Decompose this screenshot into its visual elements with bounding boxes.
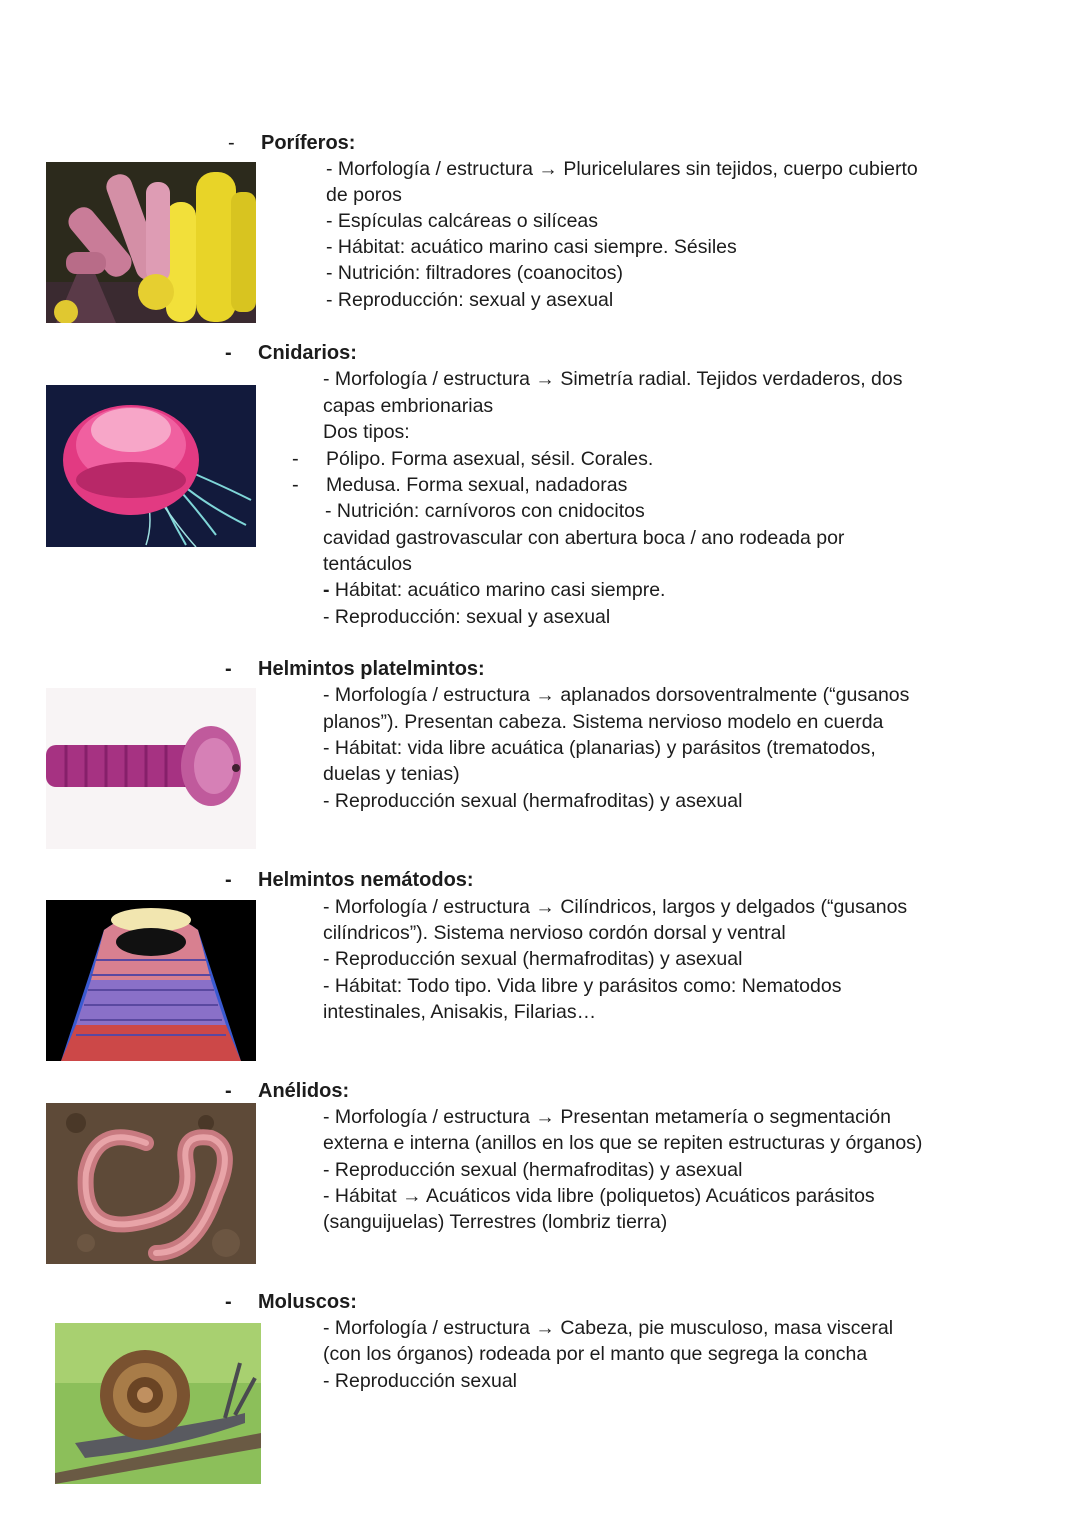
nematodos-line-5: intestinales, Anisakis, Filarias…: [323, 1001, 597, 1023]
cnidarios-line-9: [323, 577, 665, 603]
cnidarios-line-7: cavidad gastrovascular con abertura boca / ano rodeada por: [323, 527, 845, 549]
cnidarios-line-8: tentáculos: [323, 553, 412, 575]
cnidarios-line-5: Medusa. Forma sexual, nadadoras: [326, 474, 628, 496]
bullet-dash: -: [225, 869, 232, 891]
bullet-dash: -: [225, 658, 232, 680]
earthworm-photo: [46, 1103, 256, 1264]
bullet-dash: -: [225, 1291, 232, 1313]
section-title-cnidarios: Cnidarios:: [258, 342, 357, 364]
nematodos-line-1: - Morfología / estructura → Cilíndricos, largos y delgados (“gusanos: [323, 896, 908, 918]
section-title-poriferos: Poríferos:: [261, 132, 356, 154]
cnidarios-line-2: capas embrionarias: [323, 395, 494, 417]
jellyfish-photo: [46, 385, 256, 547]
section-title-anelidos: Anélidos:: [258, 1080, 350, 1102]
section-title-platelmintos: Helmintos platelmintos:: [258, 658, 485, 680]
nematode-photo: [46, 900, 256, 1061]
poriferos-line-4: - Hábitat: acuático marino casi siempre. Sésiles: [326, 236, 737, 258]
poriferos-line-5: - Nutrición: filtradores (coanocitos): [326, 262, 623, 284]
nematodos-line-2: cilíndricos”). Sistema nervioso cordón dorsal y ventral: [323, 922, 786, 944]
anelidos-line-1: - Morfología / estructura → Presentan metamería o segmentación: [323, 1106, 891, 1128]
section-title-nematodos: Helmintos nemátodos:: [258, 869, 474, 891]
sea-sponge-photo: [46, 162, 256, 323]
anelidos-line-3: - Reproducción sexual (hermafroditas) y asexual: [323, 1159, 743, 1181]
cnidarios-line-10: - Reproducción: sexual y asexual: [323, 606, 611, 628]
platelmintos-line-4: duelas y tenias): [323, 763, 460, 785]
poriferos-line-3: - Espículas calcáreas o silíceas: [326, 210, 599, 232]
bullet-dash: -: [292, 448, 299, 470]
section-title-moluscos: Moluscos:: [258, 1291, 357, 1313]
anelidos-line-5: (sanguijuelas) Terrestres (lombriz tierra): [323, 1211, 668, 1233]
platelmintos-line-5: - Reproducción sexual (hermafroditas) y asexual: [323, 790, 743, 812]
platelmintos-line-1: - Morfología / estructura → aplanados dorsoventralmente (“gusanos: [323, 684, 910, 706]
cnidarios-line-4: Pólipo. Forma asexual, sésil. Corales.: [326, 448, 654, 470]
platelmintos-line-3: - Hábitat: vida libre acuática (planarias) y parásitos (trematodos,: [323, 737, 876, 759]
moluscos-line-1: - Morfología / estructura → Cabeza, pie musculoso, masa visceral: [323, 1317, 894, 1339]
poriferos-line-1: - Morfología / estructura → Pluricelulares sin tejidos, cuerpo cubierto: [326, 158, 918, 180]
moluscos-line-3: - Reproducción sexual: [323, 1370, 518, 1392]
bullet-dash: -: [225, 1080, 232, 1102]
platelmintos-line-2: planos”). Presentan cabeza. Sistema nervioso modelo en cuerda: [323, 711, 884, 733]
nematodos-line-4: - Hábitat: Todo tipo. Vida libre y parásitos como: Nematodos: [323, 975, 842, 997]
cnidarios-habitat-text: Hábitat: acuático marino casi siempre.: [334, 579, 666, 601]
anelidos-line-4: - Hábitat → Acuáticos vida libre (poliquetos) Acuáticos parásitos: [323, 1185, 875, 1207]
cnidarios-line-6: - Nutrición: carnívoros con cnidocitos: [325, 500, 645, 522]
nematodos-line-3: - Reproducción sexual (hermafroditas) y asexual: [323, 948, 743, 970]
moluscos-line-2: (con los órganos) rodeada por el manto que segrega la concha: [323, 1343, 868, 1365]
bullet-dash: -: [225, 342, 232, 364]
bold-dash: -: [323, 579, 335, 601]
bullet-dash: -: [228, 132, 235, 154]
cnidarios-line-1: - Morfología / estructura → Simetría radial. Tejidos verdaderos, dos: [323, 368, 903, 390]
cnidarios-line-3: Dos tipos:: [323, 421, 410, 443]
bullet-dash: -: [292, 474, 299, 496]
poriferos-line-2: de poros: [326, 184, 402, 206]
anelidos-line-2: externa e interna (anillos en los que se repiten estructuras y órganos): [323, 1132, 923, 1154]
poriferos-line-6: - Reproducción: sexual y asexual: [326, 289, 614, 311]
snail-photo: [55, 1323, 261, 1484]
flatworm-photo: [46, 688, 256, 849]
